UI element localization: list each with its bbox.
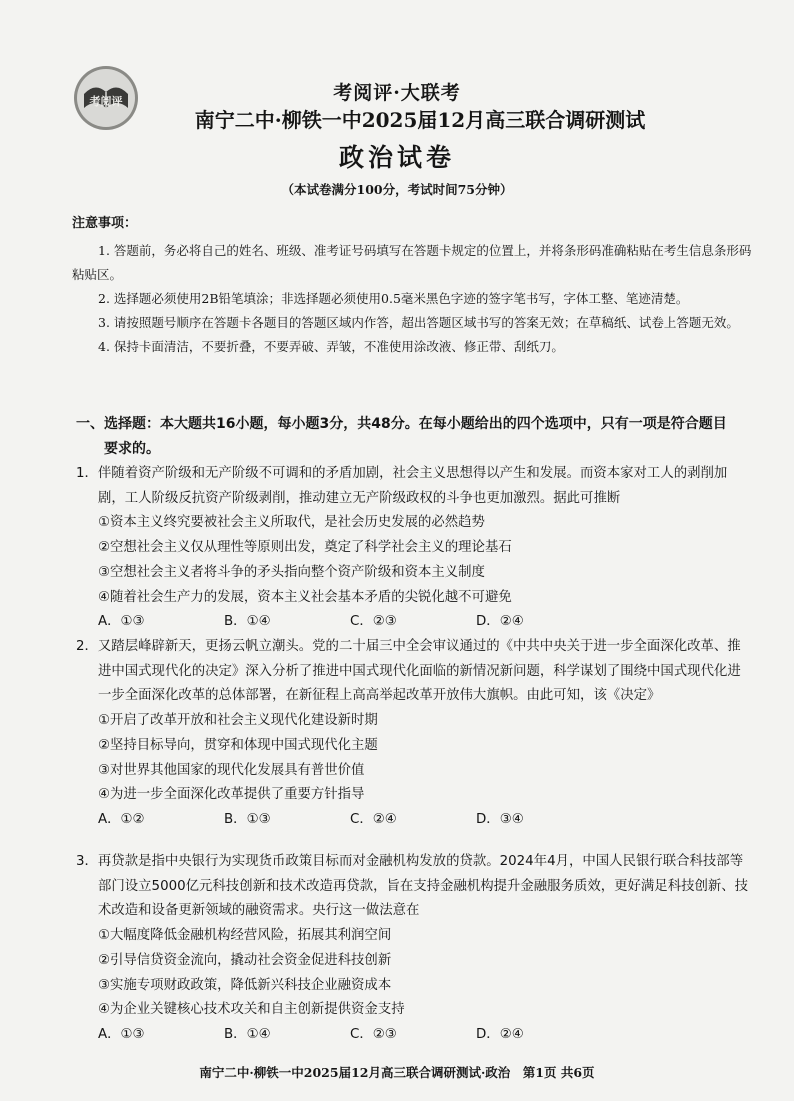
- question-option: ③空想社会主义者将斗争的矛头指向整个资产阶级和资本主义制度: [98, 564, 485, 580]
- question-stem: 2．又踏层峰辟新天，更扬云帆立潮头。党的二十届三中全会审议通过的《中共中央关于进一步全面深化改革、推进中国式现代化的决定》深入分析了推进中国式现代化面临的新情况新问题，科学谋划了围绕中国式现代化进一步全面深化改革的总体部署，在新征程上高高举起改革开放伟大旗帜。由此可知，该《决定》: [76, 639, 741, 704]
- question-option: ③实施专项财政政策，降低新兴科技企业融资成本: [98, 977, 392, 993]
- choice-c: C．②③: [350, 1026, 397, 1042]
- choice-c: C．②④: [350, 811, 397, 827]
- page-footer: 南宁二中·柳铁一中2025届12月高三联合调研测试·政治 第1页 共6页: [199, 1065, 595, 1080]
- paper-title: 政治试卷: [338, 143, 455, 172]
- choice-b: B．①③: [224, 811, 271, 827]
- choice-b: B．①④: [224, 1026, 271, 1042]
- question-1: [76, 462, 752, 635]
- choice-c: C．②③: [350, 614, 397, 630]
- question-option: ④随着社会生产力的发展，资本主义社会基本矛盾的尖锐化越不可避免: [98, 589, 512, 605]
- answer-choices: [76, 1023, 752, 1048]
- exam-main-title: 南宁二中·柳铁一中2025届12月高三联合调研测试: [194, 108, 646, 132]
- notice-item: 4. 保持卡面清洁，不要折叠，不要弄破、弄皱，不准使用涂改液、修正带、刮纸刀。: [98, 339, 564, 354]
- question-option: ①大幅度降低金融机构经营风险，拓展其利润空间: [98, 928, 392, 944]
- section-heading-line: 要求的。: [104, 441, 160, 457]
- choice-b: B．①④: [224, 614, 271, 630]
- question-stem: 3．再贷款是指中央银行为实现货币政策目标而对金融机构发放的贷款。2024年4月，中国人民银行联合科技部等部门设立5000亿元科技创新和技术改造再贷款，旨在支持金融机构提升金融服务质效，更好满足科技创新、技术改造和设备更新领域的融资需求。央行这一做法意在: [76, 854, 749, 919]
- answer-choices: [76, 808, 752, 833]
- notice-item: 2. 选择题必须使用2B铅笔填涂；非选择题必须使用0.5毫米黑色字迹的签字笔书写，字体工整、笔迹清楚。: [98, 291, 689, 306]
- notice-item: 1. 答题前，务必将自己的姓名、班级、准考证号码填写在答题卡规定的位置上，并将条形码准确粘贴在考生信息条形码粘贴区。: [72, 243, 752, 282]
- question-option: ①开启了改革开放和社会主义现代化建设新时期: [98, 713, 378, 729]
- choice-d: D．②④: [476, 1026, 524, 1042]
- exam-subtitle: 考阅评·大联考: [333, 82, 461, 104]
- question-option: ②坚持目标导向，贯穿和体现中国式现代化主题: [98, 737, 378, 753]
- notice-block: [72, 212, 752, 359]
- choice-a: A．①③: [98, 614, 145, 630]
- question-option: ④为企业关键核心技术攻关和自主创新提供资金支持: [98, 1002, 405, 1018]
- question-stem: 1．伴随着资产阶级和无产阶级不可调和的矛盾加剧，社会主义思想得以产生和发展。而资本家对工人的剥削加剧，工人阶级反抗资产阶级剥削，推动建立无产阶级政权的斗争也更加激烈。据此可推断: [76, 466, 728, 506]
- notice-heading: 注意事项：: [72, 216, 138, 231]
- choice-a: A．①③: [98, 1026, 145, 1042]
- choice-d: D．②④: [476, 614, 524, 630]
- score-note: （本试卷满分100分，考试时间75分钟）: [281, 182, 513, 197]
- choice-d: D．③④: [476, 811, 524, 827]
- question-option: ①资本主义终究要被社会主义所取代，是社会历史发展的必然趋势: [98, 515, 485, 531]
- logo-lettering: 考阅评: [89, 95, 123, 108]
- question-option: ②引导信贷资金流向，撬动社会资金促进科技创新: [98, 952, 392, 968]
- question-2: [76, 635, 752, 833]
- question-option: ④为进一步全面深化改革提供了重要方针指导: [98, 787, 365, 803]
- question-option: ②空想社会主义仅从理性等原则出发，奠定了科学社会主义的理论基石: [98, 540, 512, 556]
- answer-choices: [76, 610, 752, 635]
- notice-item: 3. 请按照题号顺序在答题卡各题目的答题区域内作答，超出答题区域书写的答案无效；在草稿纸、试卷上答题无效。: [98, 315, 739, 330]
- choice-a: A．①②: [98, 811, 145, 827]
- question-3: [76, 850, 752, 1048]
- question-option: ③对世界其他国家的现代化发展具有普世价值: [98, 762, 365, 778]
- section-heading-line: 一、选择题：本大题共16小题，每小题3分，共48分。在每小题给出的四个选项中，只有一项是符合题目: [76, 416, 727, 432]
- section-heading: [76, 412, 748, 462]
